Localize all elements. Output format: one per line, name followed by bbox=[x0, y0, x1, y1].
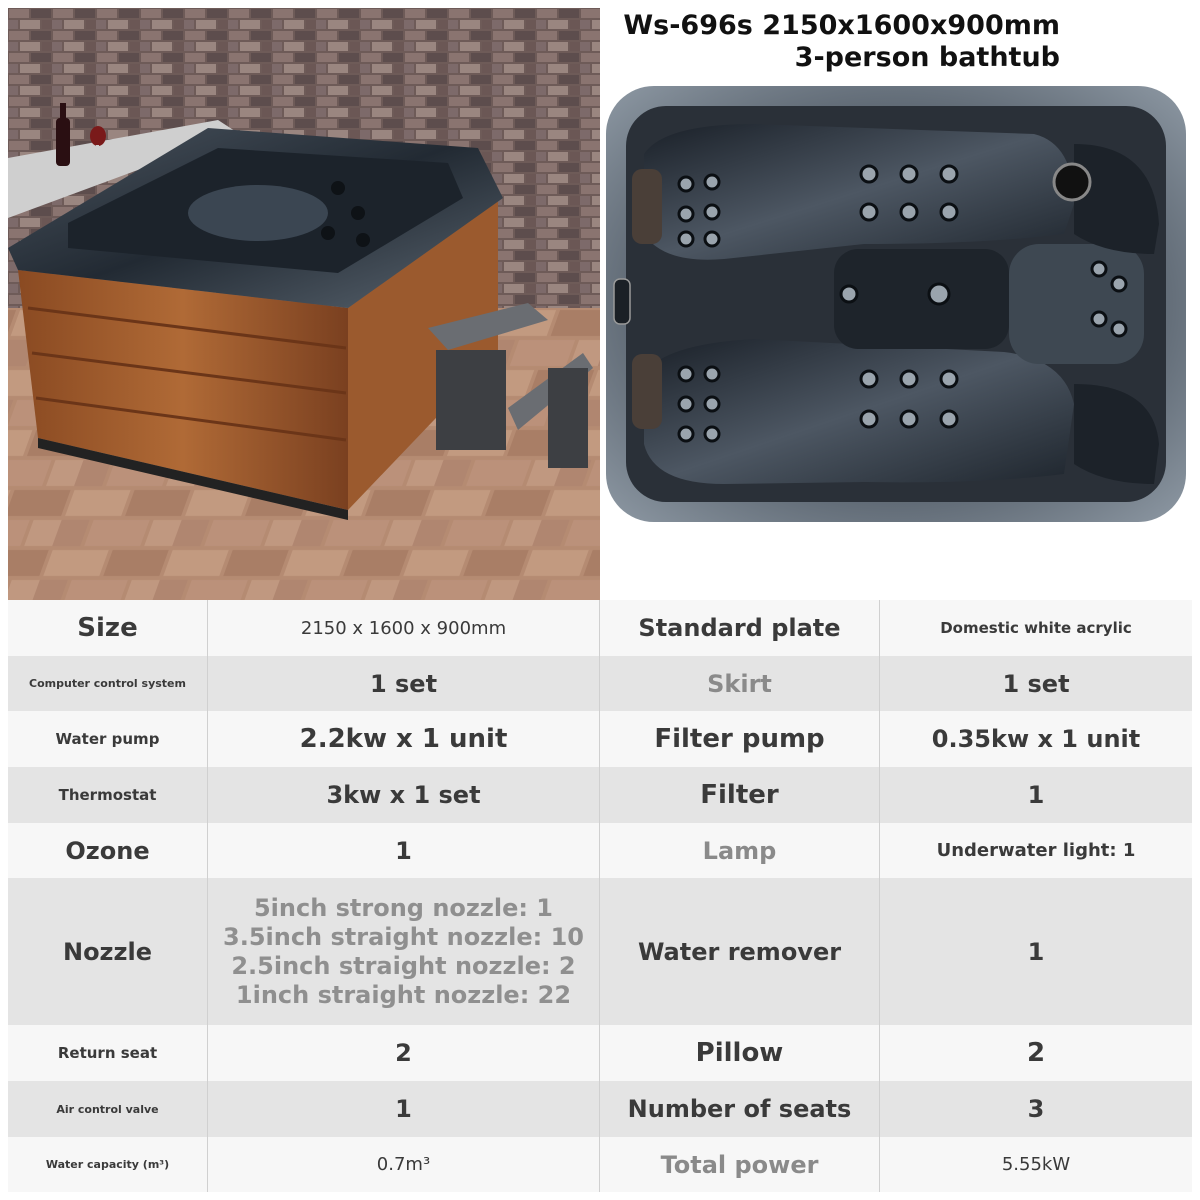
spec-label: Thermostat bbox=[8, 767, 208, 823]
spec-value: 0.7m³ bbox=[208, 1137, 600, 1192]
hot-tub-photo bbox=[8, 8, 600, 600]
spec-value: 2150 x 1600 x 900mm bbox=[208, 600, 600, 656]
spec-label: Standard plate bbox=[600, 600, 880, 656]
spec-row-return-seat bbox=[8, 1025, 1192, 1082]
spec-value: Domestic white acrylic bbox=[940, 619, 1132, 637]
spec-label: Size bbox=[8, 600, 208, 656]
spec-value: 2.2kw x 1 unit bbox=[208, 711, 600, 767]
spec-row-ozone bbox=[8, 823, 1192, 879]
nozzle-line: 3.5inch straight nozzle: 10 bbox=[223, 922, 584, 951]
spec-row-computer-control bbox=[8, 656, 1192, 712]
spec-value: 2 bbox=[208, 1025, 600, 1081]
spec-value: 1 set bbox=[208, 656, 600, 711]
spec-label: Filter pump bbox=[600, 711, 880, 767]
spec-row-thermostat bbox=[8, 767, 1192, 824]
spec-value: 5.55kW bbox=[1001, 1154, 1071, 1175]
spec-row-size bbox=[8, 600, 1192, 657]
spec-label: Skirt bbox=[600, 656, 880, 711]
spec-label: Water pump bbox=[8, 711, 208, 767]
spec-row-water-capacity bbox=[8, 1137, 1192, 1193]
spec-value: 1 set bbox=[1002, 669, 1070, 698]
nozzle-line: 2.5inch straight nozzle: 2 bbox=[231, 951, 576, 980]
spec-label: Pillow bbox=[600, 1025, 880, 1081]
product-title bbox=[604, 10, 1060, 74]
spec-label: Total power bbox=[600, 1137, 880, 1192]
spec-label: Return seat bbox=[8, 1025, 208, 1081]
product-title-capacity: 3-person bathtub bbox=[794, 42, 1060, 73]
spec-value: 1 bbox=[1027, 937, 1045, 966]
spec-label: Ozone bbox=[8, 823, 208, 878]
spec-value: 1 bbox=[1027, 781, 1045, 809]
spec-value: 0.35kw x 1 unit bbox=[931, 725, 1141, 753]
spec-label: Number of seats bbox=[600, 1081, 880, 1137]
spec-label: Nozzle bbox=[8, 878, 208, 1025]
nozzle-line: 5inch strong nozzle: 1 bbox=[253, 893, 554, 922]
spec-label: Lamp bbox=[600, 823, 880, 878]
spec-value: 1 bbox=[208, 1081, 600, 1137]
spec-label: Water remover bbox=[600, 878, 880, 1025]
spec-label: Air control valve bbox=[8, 1081, 208, 1137]
spec-label: Filter bbox=[600, 767, 880, 823]
spec-label: Computer control system bbox=[8, 656, 208, 711]
spec-label: Water capacity (m³) bbox=[8, 1137, 208, 1192]
nozzle-list bbox=[208, 878, 600, 1025]
spec-row-nozzle bbox=[8, 878, 1192, 1026]
spec-value: 1 bbox=[208, 823, 600, 878]
spec-value: 3 bbox=[1027, 1095, 1045, 1123]
nozzle-line: 1inch straight nozzle: 22 bbox=[235, 980, 572, 1009]
product-title-model: Ws-696s 2150x1600x900mm bbox=[623, 10, 1060, 41]
spec-row-air-control-valve bbox=[8, 1081, 1192, 1138]
spec-value: 2 bbox=[1026, 1038, 1046, 1068]
tub-top-view-image bbox=[604, 84, 1188, 524]
spec-value: 3kw x 1 set bbox=[208, 767, 600, 823]
spec-row-water-pump bbox=[8, 711, 1192, 768]
spec-value: Underwater light: 1 bbox=[936, 840, 1136, 861]
